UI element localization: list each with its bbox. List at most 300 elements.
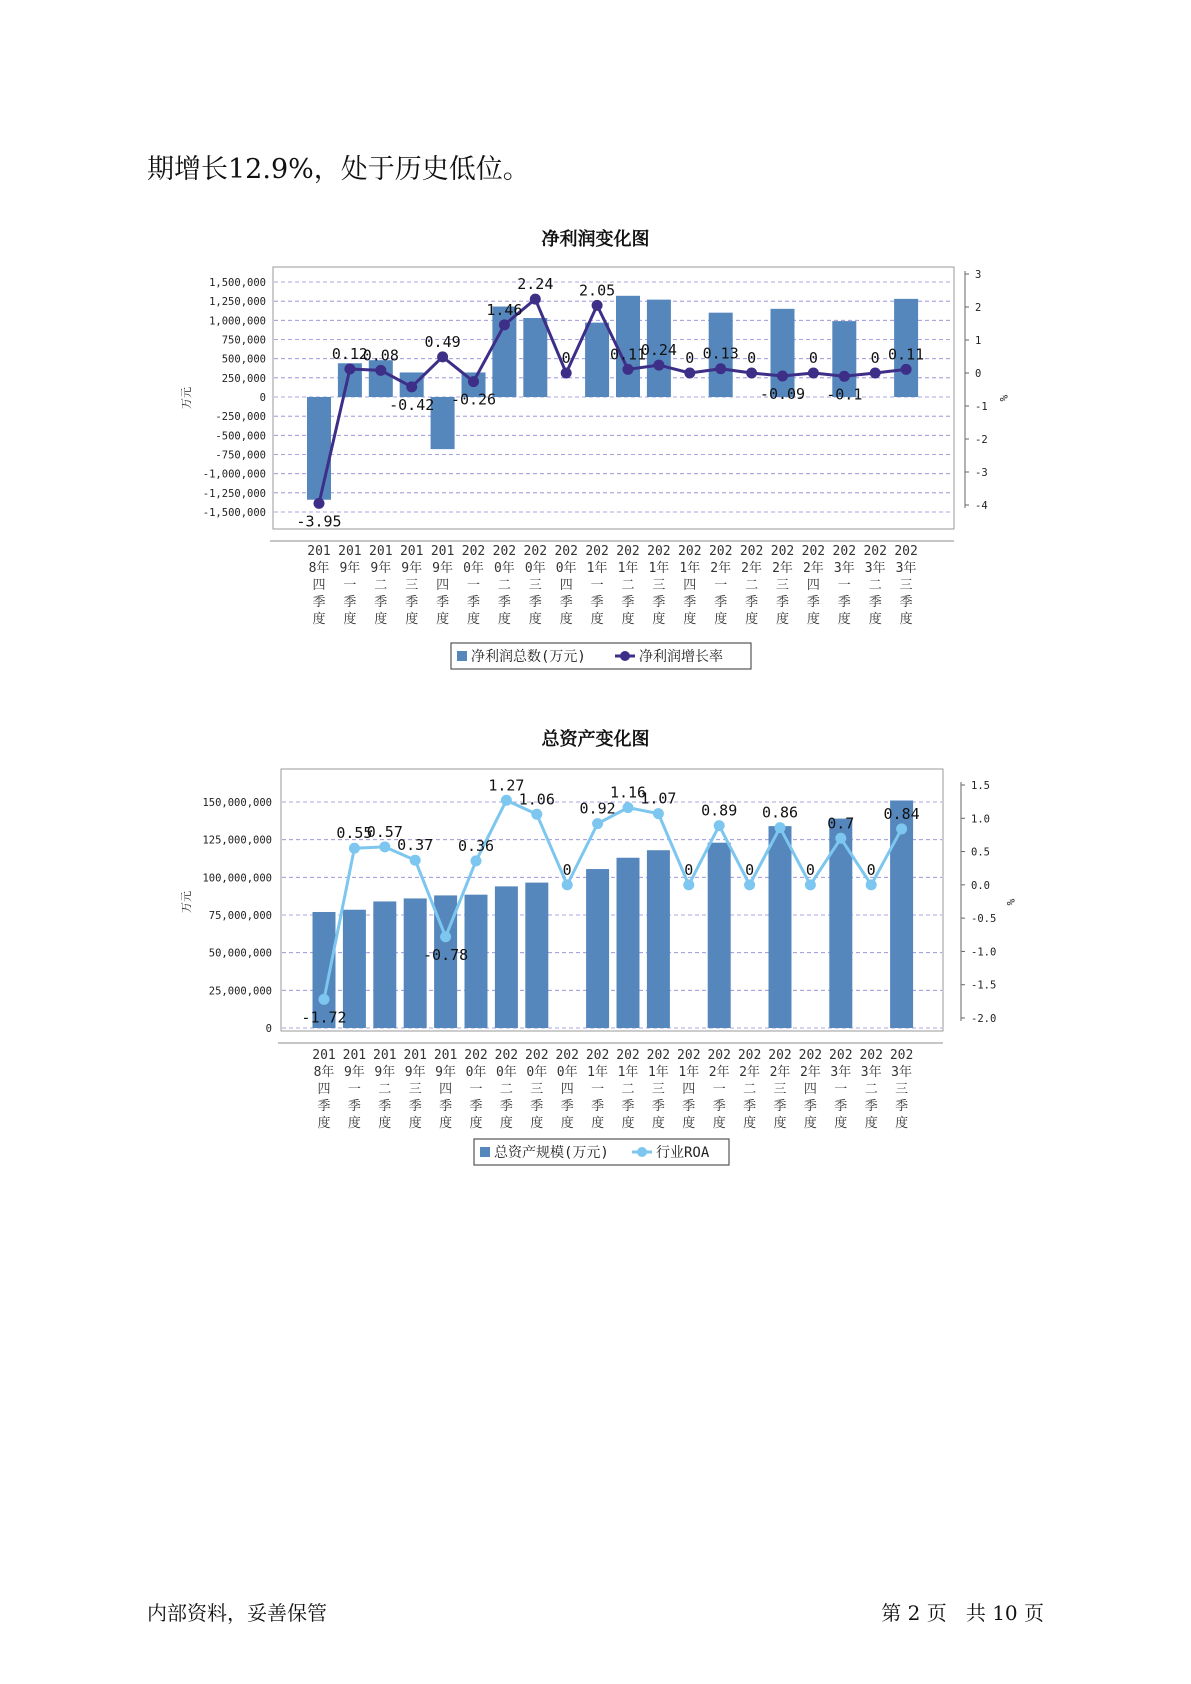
left-axis-tick-label: 125,000,000: [202, 834, 272, 847]
line-data-label: -0.26: [450, 390, 497, 409]
line-point: [623, 802, 634, 813]
right-axis-tick-label: -1.0: [971, 946, 997, 959]
category-tick-label: 四: [317, 1082, 331, 1097]
legend-bar-swatch: [480, 1147, 490, 1157]
category-tick-label: 季: [439, 1099, 453, 1114]
category-tick-label: 202: [798, 1048, 823, 1063]
category-tick-label: 三: [408, 1082, 422, 1097]
line-data-label: 0.89: [701, 801, 738, 820]
right-axis-tick-label: -0.5: [971, 913, 997, 926]
category-tick-label: 季: [652, 595, 666, 610]
line-data-label: 1.06: [518, 790, 555, 809]
category-tick-label: 季: [347, 1099, 361, 1114]
legend-line-marker: [637, 1147, 647, 1157]
category-tick-label: 0年: [555, 561, 577, 576]
category-tick-label: 度: [590, 612, 604, 627]
assets-chart: [0, 750, 1191, 1190]
line-data-label: -0.09: [759, 384, 806, 403]
category-tick-label: 1年: [679, 561, 701, 576]
category-tick-label: 度: [560, 1116, 574, 1131]
right-axis-tick-label: 3: [975, 269, 982, 281]
category-tick-label: 二: [497, 578, 511, 593]
category-tick-label: 二: [499, 1082, 513, 1097]
line-point: [314, 498, 325, 509]
category-tick-label: 一: [834, 1082, 848, 1097]
category-tick-label: 2年: [739, 1065, 761, 1080]
right-axis-tick-label: -2.0: [971, 1013, 997, 1025]
bar: [769, 826, 792, 1028]
category-tick-label: 度: [682, 1116, 696, 1131]
category-tick-label: 一: [837, 578, 851, 593]
category-tick-label: 0年: [556, 1065, 578, 1080]
left-axis-tick-label: 75,000,000: [208, 910, 272, 922]
right-axis-tick-label: -3: [975, 467, 988, 479]
line-data-label: 0.92: [579, 799, 616, 818]
line-point: [406, 381, 417, 392]
category-tick-label: 202: [494, 1048, 519, 1063]
category-tick-label: 季: [499, 1099, 513, 1114]
category-tick-label: 度: [899, 612, 913, 627]
line-point: [623, 364, 634, 375]
category-tick-label: 季: [864, 1099, 878, 1114]
category-tick-label: 季: [528, 595, 542, 610]
category-tick-label: 三: [775, 578, 790, 593]
left-axis-tick-label: 150,000,000: [202, 797, 272, 809]
category-tick-label: 季: [837, 595, 851, 610]
line-data-label: 0: [747, 349, 757, 367]
category-tick-label: 一: [590, 578, 604, 593]
category-tick-label: 9年: [374, 1065, 396, 1080]
left-axis-tick-label: -1,500,000: [202, 507, 266, 519]
left-axis-tick-label: 500,000: [221, 353, 266, 366]
left-axis-tick-label: 0: [259, 392, 266, 404]
line-point: [653, 360, 664, 371]
line-point: [805, 879, 816, 890]
category-tick-label: 季: [682, 1099, 696, 1114]
line-data-label: 0: [866, 860, 876, 879]
line-point: [715, 363, 726, 374]
right-axis-unit-label: %: [1004, 898, 1017, 906]
category-tick-label: 202: [829, 1048, 853, 1063]
category-tick-label: 度: [803, 1116, 817, 1131]
category-tick-label: 度: [652, 612, 666, 627]
legend-bar-label: 净利润总数(万元): [471, 649, 586, 665]
category-tick-label: 201: [338, 544, 362, 559]
line-data-label: 0: [805, 860, 815, 879]
line-data-label: 2.05: [579, 281, 616, 300]
category-tick-label: 202: [492, 544, 517, 559]
right-axis-tick-label: 0.5: [971, 846, 990, 859]
line-data-label: -3.95: [296, 512, 342, 531]
footer-confidential-note: 内部资料，妥善保管: [147, 1601, 327, 1625]
category-tick-label: 9年: [343, 1065, 365, 1080]
category-tick-label: 201: [369, 544, 393, 559]
category-tick-label: 202: [677, 1048, 701, 1063]
line-data-label: 1.27: [488, 776, 525, 795]
category-tick-label: 9年: [339, 561, 361, 576]
category-tick-label: 二: [864, 1082, 878, 1097]
bar: [647, 850, 670, 1028]
category-tick-label: 8年: [313, 1065, 335, 1080]
category-tick-label: 3年: [830, 1065, 852, 1080]
left-axis-tick-label: 1,250,000: [209, 296, 266, 309]
category-tick-label: 度: [621, 1116, 635, 1131]
profit-chart-title: 净利润变化图: [541, 229, 650, 250]
line-point: [440, 931, 451, 942]
category-tick-label: 季: [497, 595, 511, 610]
line-data-label: 0.57: [366, 822, 403, 841]
legend-bar-label: 总资产规模(万元): [494, 1145, 609, 1161]
category-tick-label: 季: [868, 595, 882, 610]
category-tick-label: 1年: [617, 1065, 639, 1080]
category-tick-label: 度: [683, 612, 697, 627]
line-point: [501, 795, 512, 806]
line-point: [683, 879, 694, 890]
category-tick-label: 度: [745, 612, 759, 627]
category-tick-label: 度: [743, 1116, 757, 1131]
category-tick-label: 202: [525, 1048, 549, 1063]
category-tick-label: 度: [374, 612, 388, 627]
category-tick-label: 202: [859, 1048, 883, 1063]
category-tick-label: 2年: [799, 1065, 821, 1080]
total-prefix: 共: [965, 1601, 986, 1625]
bar: [890, 800, 913, 1028]
bar: [523, 318, 547, 397]
right-axis-tick-label: 1.0: [971, 813, 990, 826]
legend-bar-swatch: [457, 651, 467, 661]
category-tick-label: 度: [559, 612, 573, 627]
category-tick-label: 2年: [710, 561, 732, 576]
line-data-label: 1.16: [609, 783, 647, 802]
right-axis-tick-label: -4: [975, 500, 988, 512]
category-tick-label: 202: [708, 544, 733, 559]
line-point: [775, 822, 786, 833]
line-data-label: 0.84: [883, 804, 920, 823]
category-tick-label: 度: [347, 1116, 361, 1131]
category-tick-label: 度: [834, 1116, 848, 1131]
right-axis-tick-label: 0.0: [971, 879, 990, 892]
category-tick-label: 二: [868, 578, 882, 593]
line-data-label: 0.86: [761, 803, 799, 822]
category-tick-label: 202: [770, 544, 795, 559]
bar: [586, 869, 609, 1028]
left-axis-tick-label: -750,000: [215, 449, 266, 462]
category-tick-label: 1年: [587, 1065, 609, 1080]
category-tick-label: 0年: [495, 1065, 517, 1080]
line-data-label: 0: [745, 860, 755, 879]
page-number: 2: [907, 1601, 921, 1625]
line-point: [808, 368, 819, 379]
line-point: [468, 376, 479, 387]
category-tick-label: 8年: [308, 561, 330, 576]
category-tick-label: 度: [439, 1116, 453, 1131]
category-tick-label: 度: [621, 612, 635, 627]
category-tick-label: 202: [616, 1048, 640, 1063]
category-tick-label: 2年: [802, 561, 824, 576]
category-tick-label: 二: [745, 578, 759, 593]
category-tick-label: 度: [469, 1116, 483, 1131]
category-tick-label: 202: [768, 1048, 792, 1063]
category-tick-label: 季: [775, 595, 790, 610]
left-axis-tick-label: 50,000,000: [208, 947, 272, 960]
line-data-label: 0.11: [609, 345, 647, 364]
right-axis-tick-label: -2: [975, 434, 988, 446]
category-tick-label: 季: [466, 595, 481, 610]
category-tick-label: 度: [528, 612, 542, 627]
category-tick-label: 202: [461, 544, 486, 559]
line-point: [866, 879, 877, 890]
category-tick-label: 201: [312, 1048, 336, 1063]
category-tick-label: 3年: [891, 1065, 913, 1080]
category-tick-label: 季: [590, 595, 604, 610]
category-tick-label: 季: [621, 1099, 635, 1114]
right-axis-tick-label: 1: [975, 335, 982, 347]
line-point: [410, 855, 421, 866]
line-point: [499, 319, 510, 330]
category-tick-label: 201: [433, 1048, 458, 1063]
category-tick-label: 一: [347, 1082, 361, 1097]
category-tick-label: 1年: [586, 561, 608, 576]
category-tick-label: 202: [889, 1048, 914, 1063]
line-point: [870, 368, 881, 379]
category-tick-label: 季: [378, 1099, 392, 1114]
line-point: [777, 370, 788, 381]
line-point: [744, 879, 755, 890]
category-tick-label: 度: [436, 612, 450, 627]
category-tick-label: 四: [312, 578, 326, 593]
line-point: [653, 808, 664, 819]
line-data-label: -1.72: [301, 1008, 347, 1027]
category-tick-label: 季: [714, 595, 728, 610]
category-tick-label: 202: [737, 1048, 762, 1063]
category-tick-label: 季: [436, 595, 450, 610]
left-axis-tick-label: -500,000: [215, 430, 266, 443]
category-tick-label: 四: [439, 1082, 453, 1097]
category-tick-label: 度: [343, 612, 357, 627]
line-point: [901, 364, 912, 375]
category-tick-label: 季: [591, 1099, 605, 1114]
right-axis-tick-label: 2: [975, 302, 982, 314]
category-tick-label: 季: [405, 595, 419, 610]
category-tick-label: 二: [743, 1082, 757, 1097]
left-axis-tick-label: 25,000,000: [208, 985, 272, 998]
category-tick-label: 季: [530, 1099, 544, 1114]
category-tick-label: 季: [621, 595, 635, 610]
category-tick-label: 2年: [769, 1065, 791, 1080]
category-tick-label: 季: [560, 1099, 574, 1114]
right-axis-unit-label: %: [997, 394, 1010, 402]
category-tick-label: 季: [408, 1099, 422, 1114]
category-tick-label: 三: [405, 578, 419, 593]
category-tick-label: 四: [559, 578, 573, 593]
line-point: [561, 368, 572, 379]
line-point: [592, 300, 603, 311]
category-tick-label: 0年: [526, 1065, 548, 1080]
category-tick-label: 度: [499, 1116, 513, 1131]
category-tick-label: 一: [712, 1082, 726, 1097]
line-data-label: 0.08: [362, 346, 399, 365]
line-data-label: 0.11: [888, 345, 925, 364]
line-data-label: -0.42: [389, 395, 435, 414]
category-tick-label: 9年: [401, 561, 423, 576]
category-tick-label: 四: [806, 578, 820, 593]
left-axis-tick-label: 1,000,000: [209, 315, 266, 328]
line-point: [835, 833, 846, 844]
category-tick-label: 202: [585, 1048, 610, 1063]
category-tick-label: 202: [646, 1048, 671, 1063]
category-tick-label: 3年: [833, 561, 855, 576]
line-point: [319, 994, 330, 1005]
line-point: [349, 843, 360, 854]
category-tick-label: 度: [466, 612, 481, 627]
category-tick-label: 1年: [678, 1065, 700, 1080]
category-tick-label: 度: [591, 1116, 605, 1131]
category-tick-label: 季: [374, 595, 388, 610]
category-tick-label: 四: [682, 1082, 696, 1097]
assets-chart-title: 总资产变化图: [541, 729, 650, 750]
bar: [617, 858, 640, 1028]
category-tick-label: 三: [651, 1082, 665, 1097]
total-suffix: 页: [1024, 1601, 1044, 1625]
line-data-label: 0.7: [827, 814, 855, 833]
line-data-label: 0: [562, 860, 572, 879]
line-data-label: 0: [684, 860, 694, 879]
category-tick-label: 四: [683, 578, 697, 593]
category-tick-label: 四: [803, 1082, 817, 1097]
category-tick-label: 季: [469, 1099, 483, 1114]
category-tick-label: 2年: [741, 561, 763, 576]
category-tick-label: 3年: [860, 1065, 882, 1080]
category-tick-label: 三: [899, 578, 913, 593]
category-tick-label: 9年: [435, 1065, 457, 1080]
category-tick-label: 度: [837, 612, 851, 627]
category-tick-label: 度: [651, 1116, 665, 1131]
line-point: [375, 365, 386, 376]
category-tick-label: 1年: [617, 561, 639, 576]
category-tick-label: 季: [899, 595, 913, 610]
category-tick-label: 二: [374, 578, 388, 593]
line-data-label: 1.46: [486, 300, 523, 319]
category-tick-label: 202: [863, 544, 887, 559]
category-tick-label: 2年: [772, 561, 793, 576]
legend-line-marker: [620, 651, 630, 661]
legend-line-label: 行业ROA: [656, 1145, 710, 1161]
legend-line-label: 净利润增长率: [639, 649, 723, 665]
category-tick-label: 202: [616, 544, 640, 559]
right-axis-tick-label: 1.5: [971, 780, 990, 792]
line-data-label: 0.37: [397, 836, 434, 855]
category-tick-label: 202: [555, 1048, 579, 1063]
category-tick-label: 0年: [463, 561, 484, 576]
line-point: [839, 371, 850, 382]
bar: [708, 843, 731, 1028]
line-data-label: 2.24: [517, 275, 554, 294]
right-axis-tick-label: 0: [975, 368, 982, 380]
category-tick-label: 0年: [465, 1065, 487, 1080]
bar: [771, 309, 795, 397]
line-point: [562, 879, 573, 890]
line-data-label: 0: [561, 349, 571, 367]
category-tick-label: 度: [868, 612, 882, 627]
category-tick-label: 3年: [895, 561, 917, 576]
category-tick-label: 202: [894, 544, 918, 559]
line-data-label: 0.49: [424, 332, 461, 351]
category-tick-label: 一: [714, 578, 728, 593]
line-point: [379, 841, 390, 852]
bar: [585, 323, 609, 397]
line-data-label: 0: [808, 349, 818, 367]
left-axis-unit-label: 万元: [180, 891, 193, 913]
footer-page-info: [881, 1597, 1044, 1626]
line-point: [437, 351, 448, 362]
category-tick-label: 201: [403, 1048, 427, 1063]
category-tick-label: 季: [312, 595, 326, 610]
line-data-label: 0.55: [336, 824, 373, 843]
category-tick-label: 二: [621, 578, 635, 593]
category-tick-label: 三: [652, 578, 666, 593]
intro-paragraph: 期增长12.9%，处于历史低位。: [147, 154, 530, 185]
category-tick-label: 202: [739, 544, 764, 559]
category-tick-label: 季: [745, 595, 759, 610]
left-axis-unit-label: 万元: [180, 387, 193, 409]
left-axis-tick-label: 250,000: [221, 372, 266, 385]
page-label-suffix: 页: [926, 1601, 947, 1625]
category-tick-label: 季: [651, 1099, 665, 1114]
category-tick-label: 三: [530, 1082, 544, 1097]
line-data-label: 0.12: [331, 345, 368, 364]
bar: [373, 901, 396, 1028]
category-tick-label: 202: [832, 544, 857, 559]
category-tick-label: 一: [469, 1082, 483, 1097]
category-tick-label: 201: [342, 1048, 367, 1063]
right-axis-tick-label: -1.5: [971, 979, 997, 992]
category-tick-label: 季: [683, 595, 697, 610]
category-tick-label: 一: [591, 1082, 605, 1097]
left-axis-tick-label: 750,000: [221, 334, 266, 347]
category-tick-label: 三: [528, 578, 542, 593]
category-tick-label: 度: [317, 1116, 331, 1131]
page-label-prefix: 第: [881, 1601, 902, 1625]
category-tick-label: 季: [895, 1099, 909, 1114]
left-axis-tick-label: 100,000,000: [202, 872, 272, 885]
category-tick-label: 度: [530, 1116, 544, 1131]
line-point: [531, 809, 542, 820]
category-tick-label: 9年: [432, 561, 454, 576]
total-pages: 10: [992, 1601, 1018, 1625]
category-tick-label: 202: [801, 544, 826, 559]
category-tick-label: 度: [806, 612, 820, 627]
category-tick-label: 四: [560, 1082, 574, 1097]
category-tick-label: 1年: [648, 561, 670, 576]
category-tick-label: 201: [307, 544, 331, 559]
line-data-label: 1.07: [640, 789, 677, 808]
category-tick-label: 季: [834, 1099, 848, 1114]
category-tick-label: 9年: [404, 1065, 426, 1080]
right-axis-tick-label: -1: [975, 401, 988, 413]
category-tick-label: 202: [707, 1048, 731, 1063]
category-tick-label: 三: [895, 1082, 909, 1097]
category-tick-label: 季: [559, 595, 573, 610]
bar: [495, 886, 518, 1028]
line-data-label: 0: [870, 349, 880, 367]
category-tick-label: 201: [430, 544, 455, 559]
profit-chart: [0, 250, 1191, 710]
category-tick-label: 0年: [493, 561, 515, 576]
category-tick-label: 2年: [708, 1065, 730, 1080]
category-tick-label: 9年: [370, 561, 392, 576]
category-tick-label: 度: [895, 1116, 909, 1131]
line-point: [471, 855, 482, 866]
